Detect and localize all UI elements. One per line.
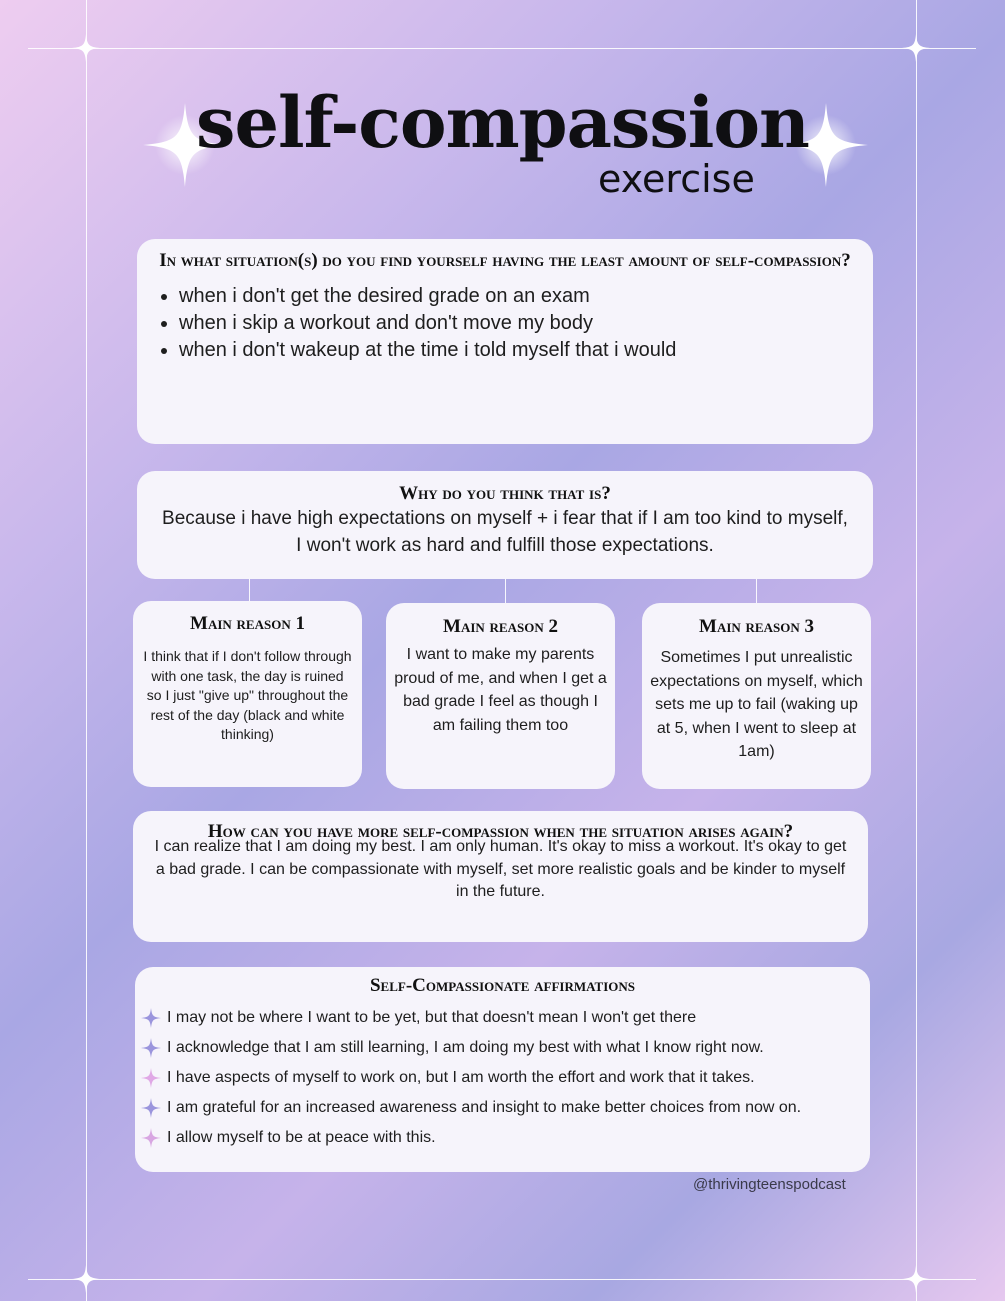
page-subtitle: exercise [598, 157, 755, 201]
list-item: • when i skip a workout and don't move my body [179, 310, 873, 337]
corner-sparkle-icon [901, 33, 931, 63]
connector-line [756, 579, 757, 603]
frame-left-line [86, 0, 87, 1301]
list-item: • when i don't get the desired grade on an exam [179, 283, 873, 310]
why-card [137, 471, 873, 579]
affirmation-text: I am grateful for an increased awareness and insight to make better choices from now on. [167, 1099, 802, 1116]
situations-heading: In what situation(s) do you find yourself having the least amount of self-compassion? [159, 250, 851, 271]
reason-heading: Main reason 2 [443, 616, 558, 637]
affirmations-heading: Self-Compassionate affirmations [369, 975, 636, 996]
affirmation-item [141, 1033, 870, 1063]
situations-card [137, 239, 873, 444]
sparkle-icon [141, 1128, 161, 1148]
reason-card-2 [386, 603, 615, 789]
situations-list [137, 283, 873, 364]
affirmation-text: I may not be where I want to be yet, but that doesn't mean I won't get there [167, 1009, 697, 1026]
sparkle-icon [141, 1098, 161, 1118]
reason-text: I want to make my parents proud of me, and when I get a bad grade I feel as though I am failing them too [394, 646, 607, 734]
reason-heading: Main reason 1 [190, 613, 305, 634]
affirmations-card [135, 967, 870, 1172]
affirmation-text: I allow myself to be at peace with this. [167, 1129, 436, 1146]
corner-sparkle-icon [71, 1264, 101, 1294]
why-heading: Why do you think that is? [399, 483, 611, 504]
frame-right-line [916, 0, 917, 1301]
reason-card-3 [642, 603, 871, 789]
page-title: self-compassion [196, 81, 809, 164]
how-answer: I can realize that I am doing my best. I am only human. It's okay to miss a workout. It's okay to get a bad grade. I can be compassionate with myself, set more realistic goals and be kinder to myself in the future. [154, 838, 847, 900]
reason-heading: Main reason 3 [699, 616, 814, 637]
reason-card-1 [133, 601, 362, 787]
connector-line [505, 579, 506, 603]
sparkle-icon [141, 1038, 161, 1058]
list-item: • when i don't wakeup at the time i told myself that i would [179, 337, 873, 364]
connector-line [249, 579, 250, 602]
affirmation-text: I acknowledge that I am still learning, I am doing my best with what I know right now. [167, 1039, 764, 1056]
frame-bottom-line [28, 1279, 976, 1280]
frame-top-line [28, 48, 976, 49]
sparkle-icon [141, 1008, 161, 1028]
affirmation-text: I have aspects of myself to work on, but I am worth the effort and work that it takes. [167, 1069, 755, 1086]
affirmation-item [141, 1063, 870, 1093]
how-heading: How can you have more self-compassion when the situation arises again? [207, 821, 794, 842]
affirmation-item [141, 1123, 870, 1153]
social-handle: @thrivingteenspodcast [693, 1176, 846, 1193]
affirmation-item [141, 1093, 870, 1123]
how-card [133, 811, 868, 942]
reason-text: Sometimes I put unrealistic expectations on myself, which sets me up to fail (waking up at 5, when I went to sleep at 1am) [650, 649, 863, 760]
why-answer: Because i have high expectations on myself + i fear that if I am too kind to myself, I won't work as hard and fulfill those expectations. [162, 508, 848, 556]
corner-sparkle-icon [71, 33, 101, 63]
corner-sparkle-icon [901, 1264, 931, 1294]
affirmation-item [141, 1003, 870, 1033]
reason-text: I think that if I don't follow through with one task, the day is ruined so I just "give up" throughout the rest of the day (black and white thinking) [143, 648, 352, 742]
sparkle-icon [141, 1068, 161, 1088]
